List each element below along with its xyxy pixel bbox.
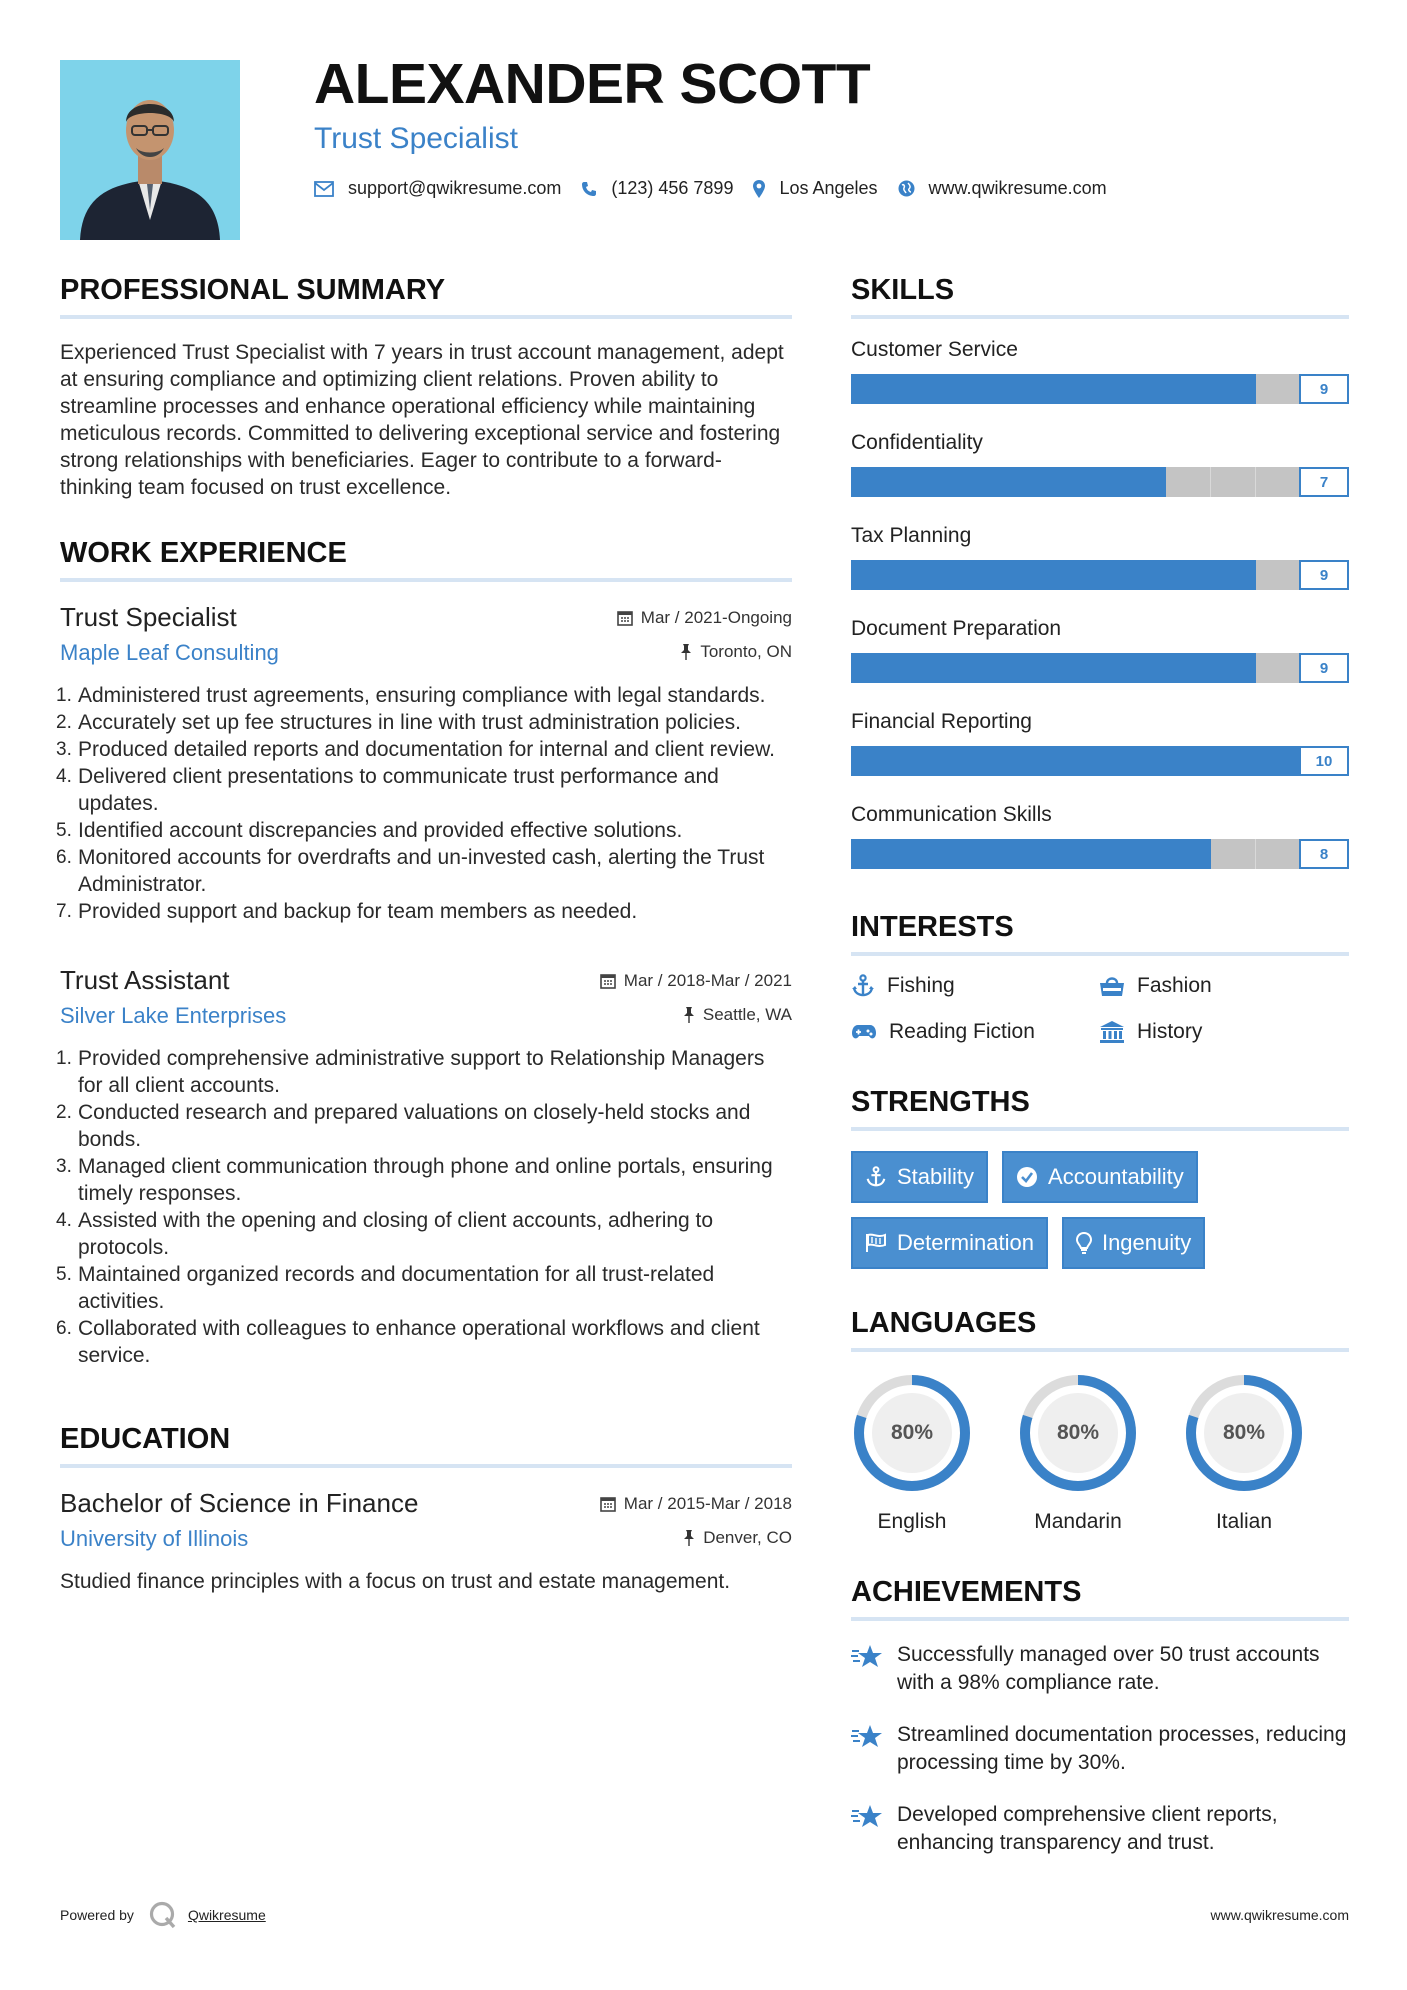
list-item: Managed client communication through phone and online portals, ensuring timely responses. (78, 1155, 773, 1205)
skill-bar-segment (986, 839, 1031, 869)
summary-text: Experienced Trust Specialist with 7 years in trust account management, adept at ensuring compliance and optimizing client relations. Proven ability to streamline processes and enhance operational efficiency while maintaining meticulous records. Committed to delivering exceptional service and fostering strong relationships with beneficiaries. Eager to contribute to a forward-thinking team focused on trust excellence. (60, 341, 784, 499)
job-company: Maple Leaf Consulting (60, 640, 279, 665)
language-item (1183, 1372, 1349, 1534)
qwikresume-logo-icon (148, 1900, 178, 1930)
contact-bar (314, 178, 1127, 199)
skill-bar-segment (1166, 653, 1211, 683)
job-title: Trust Assistant (60, 965, 230, 995)
skill-bar-segment (896, 560, 941, 590)
interest-item (1099, 1020, 1349, 1044)
skill-bar-segment (1121, 839, 1166, 869)
contact-phone[interactable] (581, 178, 733, 199)
gamepad-icon (851, 1023, 877, 1041)
job-date (617, 608, 792, 628)
skill-bar-segment (896, 839, 941, 869)
skill-bar-segment (1211, 839, 1256, 869)
calendar-icon (617, 610, 633, 626)
envelope-icon (314, 181, 334, 197)
skill-bar-segment (1031, 374, 1076, 404)
list-item: Identified account discrepancies and provided effective solutions. (78, 819, 683, 842)
skill-bar-segment (1256, 746, 1301, 776)
anchor-icon (865, 1166, 887, 1188)
job-location (680, 642, 792, 662)
strengths-heading: STRENGTHS (851, 1088, 1349, 1131)
strength-label: Accountability (1048, 1164, 1184, 1189)
education-entry (60, 1488, 792, 1595)
skill-bar-segment (1031, 467, 1076, 497)
skill-bar-segment (851, 653, 896, 683)
education-section (60, 1425, 792, 1595)
skill-bar-segment (941, 560, 986, 590)
skill-bar-segment (1166, 560, 1211, 590)
job-location-text: Seattle, WA (702, 1005, 792, 1024)
skill-bar-segment (896, 374, 941, 404)
skill-bar-segment (1211, 746, 1256, 776)
strength-tag (1062, 1217, 1205, 1269)
skill-bar (851, 560, 1301, 590)
pushpin-icon (683, 1530, 695, 1546)
strength-tag (851, 1151, 988, 1203)
anchor-icon (851, 974, 875, 998)
pushpin-icon (683, 1007, 695, 1023)
shooting-star-icon (851, 1803, 883, 1831)
skill-bar-segment (1076, 374, 1121, 404)
interest-label: History (1137, 1020, 1203, 1043)
right-column (851, 276, 1349, 1881)
list-item: Delivered client presentations to communicate trust performance and updates. (78, 765, 719, 815)
skill-label: Tax Planning (851, 524, 972, 547)
experience-section (60, 539, 792, 1369)
list-item: Provided support and backup for team members as needed. (78, 900, 638, 923)
skill-rating (851, 467, 1349, 497)
skill-rating (851, 560, 1349, 590)
job-date-text: Mar / 2021-Ongoing (640, 608, 792, 627)
skill-level-badge: 9 (1299, 653, 1349, 683)
strength-label: Determination (897, 1230, 1034, 1255)
achievements-heading: ACHIEVEMENTS (851, 1578, 1349, 1621)
languages-list (851, 1372, 1349, 1534)
skill-bar-segment (851, 560, 896, 590)
achievements-section (851, 1578, 1349, 1857)
skill-bar-segment (1256, 467, 1301, 497)
strength-label: Ingenuity (1101, 1230, 1192, 1255)
job-date-text: Mar / 2018-Mar / 2021 (623, 971, 792, 990)
skill-bar-segment (986, 374, 1031, 404)
skill-level-badge: 8 (1299, 839, 1349, 869)
phone-text: (123) 456 7899 (611, 178, 734, 198)
skill-bar-segment (1256, 560, 1301, 590)
list-item: Provided comprehensive administrative support to Relationship Managers for all client accounts. (78, 1047, 765, 1097)
skill-bar-segment (941, 839, 986, 869)
interests-section (851, 913, 1349, 1044)
skill-bar-segment (1031, 560, 1076, 590)
language-name: English (877, 1510, 947, 1533)
school-name: University of Illinois (60, 1526, 249, 1551)
skill-label: Confidentiality (851, 431, 983, 454)
skill-bar-segment (986, 467, 1031, 497)
skill-bar-segment (1076, 746, 1121, 776)
achievement-text: Streamlined documentation processes, reducing processing time by 30%. (897, 1723, 1347, 1774)
experience-heading: WORK EXPERIENCE (60, 539, 792, 582)
interests-heading: INTERESTS (851, 913, 1349, 956)
interest-item (1099, 974, 1349, 998)
list-item: Collaborated with colleagues to enhance operational workflows and client service. (78, 1317, 760, 1367)
skill-bar (851, 653, 1301, 683)
language-percent: 80% (1222, 1421, 1266, 1444)
strength-label: Stability (897, 1164, 975, 1189)
languages-section (851, 1309, 1349, 1534)
language-percent: 80% (1056, 1421, 1100, 1444)
interest-label: Fashion (1137, 974, 1212, 997)
email-text: support@qwikresume.com (348, 178, 562, 198)
job-location-text: Toronto, ON (700, 642, 792, 661)
interest-item (851, 974, 1099, 998)
language-name: Italian (1215, 1510, 1273, 1533)
profile-photo (60, 60, 240, 240)
achievement-item (851, 1801, 1349, 1857)
skills-section (851, 276, 1349, 869)
skill-bar-segment (941, 374, 986, 404)
education-date-text: Mar / 2015-Mar / 2018 (623, 1494, 792, 1513)
skill-level-badge: 9 (1299, 560, 1349, 590)
calendar-icon (600, 973, 616, 989)
skill-bar-segment (1031, 653, 1076, 683)
language-ring (851, 1372, 973, 1494)
footer-website[interactable]: www.qwikresume.com (1210, 1907, 1349, 1923)
skill-bar-segment (1211, 653, 1256, 683)
skill-level-badge: 9 (1299, 374, 1349, 404)
skill-bar-segment (1076, 653, 1121, 683)
skill-rating (851, 653, 1349, 683)
list-item: Monitored accounts for overdrafts and un-invested cash, alerting the Trust Administrator. (78, 846, 765, 896)
skill-bar-segment (896, 746, 941, 776)
skill-bar-segment (1076, 560, 1121, 590)
skill-label: Document Preparation (851, 617, 1062, 640)
language-ring (1183, 1372, 1305, 1494)
powered-by-text: Powered by (60, 1907, 134, 1923)
skill-bar-segment (1076, 839, 1121, 869)
list-item: Administered trust agreements, ensuring compliance with legal standards. (78, 684, 766, 707)
job-entry (60, 602, 792, 925)
candidate-name: ALEXANDER SCOTT (314, 52, 871, 116)
skill-bar (851, 746, 1301, 776)
job-bullets (60, 1045, 792, 1369)
achievement-item (851, 1721, 1349, 1777)
brand-link[interactable]: Qwikresume (187, 1907, 266, 1923)
lightbulb-icon (1076, 1232, 1092, 1254)
achievement-text: Successfully managed over 50 trust accounts with a 98% compliance rate. (897, 1643, 1320, 1694)
location-text: Los Angeles (779, 178, 878, 198)
skills-heading: SKILLS (851, 276, 1349, 319)
skill-bar-segment (941, 467, 986, 497)
education-heading: EDUCATION (60, 1425, 792, 1468)
skill-bar (851, 374, 1301, 404)
job-entry (60, 965, 792, 1369)
shopping-bag-icon (1099, 974, 1125, 998)
job-company: Silver Lake Enterprises (60, 1003, 287, 1028)
skill-bar-segment (851, 746, 896, 776)
left-column (60, 276, 792, 1595)
contact-email[interactable] (314, 178, 561, 199)
job-title: Trust Specialist (60, 602, 237, 632)
education-date (600, 1494, 792, 1514)
skill-bar-segment (1256, 839, 1301, 869)
education-location-text: Denver, CO (703, 1528, 792, 1547)
skill-bar-segment (851, 467, 896, 497)
skill-label: Communication Skills (851, 803, 1052, 826)
skill-bar-segment (986, 653, 1031, 683)
skill-bar-segment (986, 746, 1031, 776)
skill-bar-segment (1166, 374, 1211, 404)
skill-bar-segment (1211, 467, 1256, 497)
summary-section (60, 276, 792, 501)
skill-rating (851, 839, 1349, 869)
skill-bar-segment (1256, 374, 1301, 404)
skill-level-badge: 7 (1299, 467, 1349, 497)
skill-bar-segment (1256, 653, 1301, 683)
skill-bar-segment (896, 653, 941, 683)
strength-tag (1002, 1151, 1198, 1203)
language-percent: 80% (890, 1421, 934, 1444)
skill-level-badge: 10 (1299, 746, 1349, 776)
skill-bar (851, 467, 1301, 497)
museum-icon (1099, 1020, 1125, 1044)
skill-bar-segment (1166, 746, 1211, 776)
language-name: Mandarin (1034, 1510, 1122, 1533)
skill-bar-segment (1211, 560, 1256, 590)
skill-bar-segment (1121, 467, 1166, 497)
skill-bar-segment (1121, 560, 1166, 590)
check-circle-icon (1016, 1166, 1038, 1188)
skill-bar-segment (1031, 839, 1076, 869)
candidate-title: Trust Specialist (314, 122, 518, 155)
skill-bar-segment (1121, 653, 1166, 683)
strengths-list (851, 1151, 1251, 1269)
skill-bar (851, 839, 1301, 869)
summary-heading: PROFESSIONAL SUMMARY (60, 276, 792, 319)
list-item: Maintained organized records and documentation for all trust-related activities. (78, 1263, 715, 1313)
skill-label: Customer Service (851, 338, 1018, 361)
skill-bar-segment (986, 560, 1031, 590)
website-text: www.qwikresume.com (928, 178, 1107, 198)
list-item: Conducted research and prepared valuations on closely-held stocks and bonds. (78, 1101, 751, 1151)
interest-label: Fishing (887, 974, 955, 997)
list-item: Accurately set up fee structures in line with trust administration policies. (78, 711, 741, 734)
phone-icon (581, 181, 597, 197)
footer-powered-by (60, 1900, 266, 1930)
skill-bar-segment (896, 467, 941, 497)
job-date (600, 971, 792, 991)
strengths-section (851, 1088, 1349, 1269)
contact-website[interactable] (898, 178, 1107, 199)
interest-item (851, 1020, 1099, 1044)
contact-location (753, 178, 877, 199)
job-bullets (60, 682, 792, 925)
map-pin-icon (753, 180, 765, 198)
list-item: Produced detailed reports and documentation for internal and client review. (78, 738, 775, 761)
language-item (851, 1372, 1017, 1534)
achievement-text: Developed comprehensive client reports, enhancing transparency and trust. (897, 1803, 1278, 1854)
interests-grid (851, 974, 1349, 1044)
skill-label: Financial Reporting (851, 710, 1032, 733)
skill-bar-segment (1211, 374, 1256, 404)
globe-icon (898, 180, 915, 197)
skill-rating (851, 746, 1349, 776)
skill-bar-segment (1166, 839, 1211, 869)
skills-list (851, 339, 1349, 869)
education-location (683, 1528, 792, 1548)
list-item: Assisted with the opening and closing of client accounts, adhering to protocols. (78, 1209, 714, 1259)
skill-bar-segment (941, 746, 986, 776)
interest-label: Reading Fiction (889, 1020, 1035, 1043)
skill-bar-segment (1031, 746, 1076, 776)
skill-bar-segment (851, 374, 896, 404)
skill-bar-segment (1166, 467, 1211, 497)
achievement-item (851, 1641, 1349, 1697)
calendar-icon (600, 1496, 616, 1512)
degree-title: Bachelor of Science in Finance (60, 1488, 419, 1518)
skill-bar-segment (1076, 467, 1121, 497)
languages-heading: LANGUAGES (851, 1309, 1349, 1352)
skill-rating (851, 374, 1349, 404)
skill-bar-segment (1121, 746, 1166, 776)
education-description: Studied finance principles with a focus on trust and estate management. (60, 1570, 731, 1593)
language-item (1017, 1372, 1183, 1534)
language-ring (1017, 1372, 1139, 1494)
strength-tag (851, 1217, 1048, 1269)
job-location (683, 1005, 792, 1025)
shooting-star-icon (851, 1723, 883, 1751)
flag-icon (865, 1233, 887, 1253)
pushpin-icon (680, 644, 692, 660)
skill-bar-segment (941, 653, 986, 683)
skill-bar-segment (851, 839, 896, 869)
skill-bar-segment (1121, 374, 1166, 404)
shooting-star-icon (851, 1643, 883, 1671)
